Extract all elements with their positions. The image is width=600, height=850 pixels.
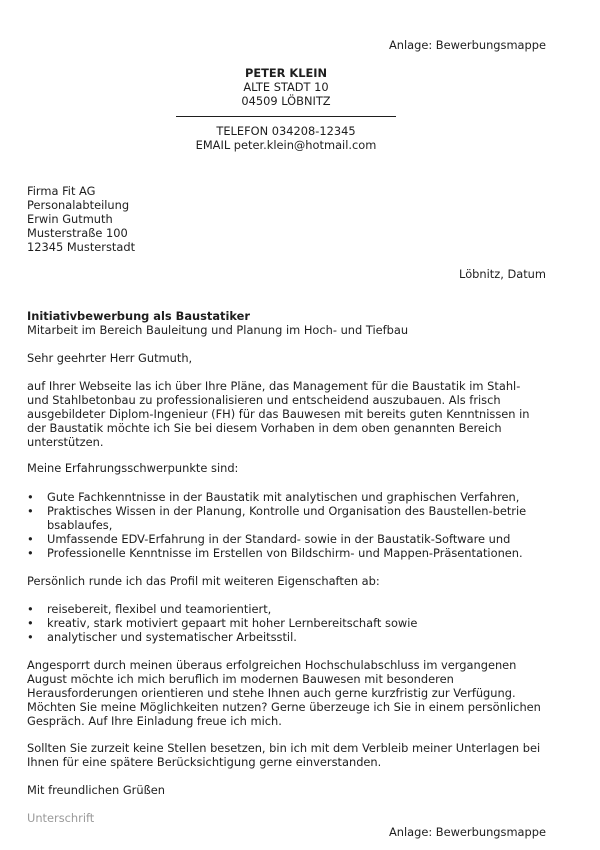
letter-subtitle: Mitarbeit im Bereich Bauleitung und Planung im Hoch- und Tiefbau (27, 323, 409, 337)
attachment-note-top: Anlage: Bewerbungsmappe (388, 38, 546, 52)
profile-list (27, 602, 552, 644)
list-item: • analytischer und systematischer Arbeitsstil. (27, 630, 297, 644)
header-divider (176, 116, 396, 117)
intro-line: unterstützen. (27, 435, 104, 449)
paragraph-line: Möchten Sie meine Möglichkeiten nutzen? Gerne überzeuge ich Sie in einem persönlichen (27, 700, 541, 714)
list-item: • Praktisches Wissen in der Planung, Kontrolle und Organisation des Baustellen-betriebsablaufes, (27, 504, 527, 532)
list-item: • kreativ, stark motiviert gepaart mit hoher Lernbereitschaft sowie (27, 616, 418, 630)
paragraph-line: Angesporrt durch meinen überaus erfolgreichen Hochschulabschluss im vergangenen (27, 658, 517, 672)
sender-city: 04509 LÖBNITZ (241, 94, 331, 108)
list-item: • reisebereit, flexibel und teamorientiert, (27, 602, 272, 616)
intro-paragraph (27, 379, 552, 449)
sender-street: ALTE STADT 10 (243, 80, 329, 94)
paragraph-line: Herausforderungen orientieren und stehe Ihnen auch gerne kurzfristig zur Verfügung. (27, 686, 516, 700)
bullet-icon: • (27, 602, 34, 616)
salutation: Sehr geehrter Herr Gutmuth, (27, 351, 193, 365)
paragraph-line: Ihnen für eine spätere Berücksichtigung gerne einverstanden. (27, 755, 382, 769)
bullet-icon: • (27, 630, 34, 644)
recipient-city: 12345 Musterstadt (27, 240, 136, 254)
bullet-icon: • (27, 616, 34, 630)
list-item: • Gute Fachkenntnisse in der Baustatik mit analytischen und graphischen Verfahren, (27, 490, 520, 504)
bullet-icon: • (27, 504, 34, 518)
closing-greeting: Mit freundlichen Grüßen (27, 783, 165, 797)
sender-phone: TELEFON 034208-12345 (216, 124, 356, 138)
bullet-icon: • (27, 546, 34, 560)
paragraph-line: Sollten Sie zurzeit keine Stellen besetzen, bin ich mit dem Verbleib meiner Unterlagen bei (27, 741, 541, 755)
signature-placeholder: Unterschrift (27, 811, 95, 825)
recipient-person: Erwin Gutmuth (27, 212, 113, 226)
intro-line: auf Ihrer Webseite las ich über Ihre Pläne, das Management für die Baustatik im Stahl- (27, 379, 521, 393)
place-date: Löbnitz, Datum (459, 267, 546, 281)
focus-heading: Meine Erfahrungsschwerpunkte sind: (27, 461, 239, 475)
sender-name: PETER KLEIN (244, 66, 328, 80)
letter-subject: Initiativbewerbung als Baustatiker (27, 309, 250, 323)
bullet-icon: • (27, 490, 34, 504)
paragraph-line: August möchte ich mich beruflich im modernen Bauwesen mit besonderen (27, 672, 454, 686)
bullet-icon: • (27, 532, 34, 546)
recipient-department: Personalabteilung (27, 198, 130, 212)
list-item: • Umfassende EDV-Erfahrung in der Standard- sowie in der Baustatik-Software und (27, 532, 511, 546)
intro-line: der Baustatik möchte ich Sie bei diesem Vorhaben in dem oben genannten Bereich (27, 421, 502, 435)
fallback-paragraph (27, 741, 552, 769)
attachment-note-bottom: Anlage: Bewerbungsmappe (388, 825, 546, 839)
motivation-paragraph (27, 658, 552, 728)
focus-list (27, 490, 552, 560)
recipient-street: Musterstraße 100 (27, 226, 128, 240)
paragraph-line: Gespräch. Auf Ihre Einladung freue ich mich. (27, 714, 282, 728)
intro-line: und Stahlbetonbau zu professionalisieren und entscheidend auszubauen. Als frisch (27, 393, 501, 407)
sender-email: EMAIL peter.klein@hotmail.com (195, 138, 377, 152)
intro-line: ausgebildeter Diplom-Ingenieur (FH) für das Bauwesen mit bereits guten Kenntnissen in (27, 407, 530, 421)
recipient-company: Firma Fit AG (27, 184, 96, 198)
list-item: • Professionelle Kenntnisse im Erstellen von Bildschirm- und Mappen-Präsentationen. (27, 546, 523, 560)
profile-heading: Persönlich runde ich das Profil mit weiteren Eigenschaften ab: (27, 574, 380, 588)
